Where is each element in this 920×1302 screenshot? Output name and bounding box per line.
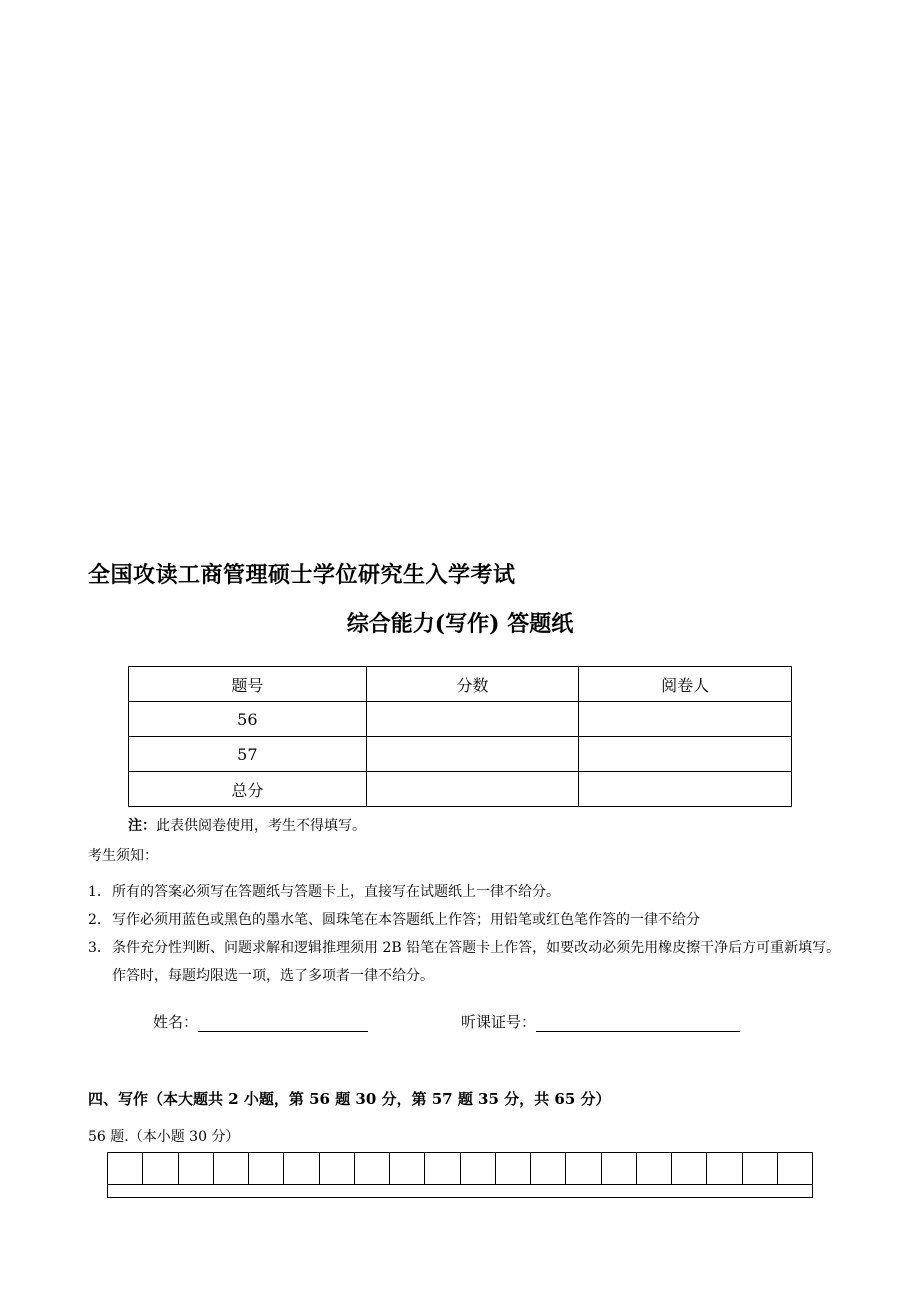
rule-text: 所有的答案必须写在答题纸与答题卡上，直接写在试题纸上一律不给分。	[112, 884, 560, 900]
writing-grid[interactable]	[107, 1152, 813, 1198]
instructions-heading: 考生须知：	[88, 848, 158, 864]
score-cell	[366, 702, 579, 737]
id-input-line[interactable]	[536, 1015, 740, 1032]
table-row	[129, 737, 792, 772]
question-number-cell: 57	[129, 737, 367, 772]
grid-cell[interactable]	[355, 1153, 390, 1184]
grid-row	[108, 1153, 812, 1184]
rule-text: 条件充分性判断、问题求解和逻辑推理须用 2B 铅笔在答题卡上作答，如要改动必须先用橡皮擦干净后方可重新填写。作答时，每题均限选一项，选了多项者一律不给分。	[112, 940, 841, 984]
instructions-list	[88, 878, 848, 990]
list-item	[88, 934, 848, 990]
grid-cell[interactable]	[531, 1153, 566, 1184]
rule-text: 写作必须用蓝色或黑色的墨水笔、圆珠笔在本答题纸上作答；用铅笔或红色笔作答的一律不给分	[112, 912, 700, 928]
name-input-line[interactable]	[198, 1015, 368, 1032]
question-56-label: 56 题.（本小题 30 分）	[88, 1129, 240, 1145]
grid-cell[interactable]	[778, 1153, 812, 1184]
grid-cell[interactable]	[602, 1153, 637, 1184]
note-text: 此表供阅卷使用，考生不得填写。	[156, 818, 366, 834]
rule-number: 1．	[88, 884, 111, 900]
rule-number: 3．	[88, 940, 111, 956]
grid-cell[interactable]	[743, 1153, 778, 1184]
answer-sheet-subtitle: 综合能力(写作) 答题纸	[346, 611, 574, 637]
name-label: 姓名：	[153, 1013, 199, 1031]
grid-cell[interactable]	[672, 1153, 707, 1184]
id-field	[461, 1011, 740, 1032]
list-item	[88, 906, 848, 934]
grid-cell[interactable]	[425, 1153, 460, 1184]
rule-number: 2．	[88, 912, 111, 928]
list-item	[88, 878, 848, 906]
table-note	[128, 815, 366, 835]
exam-title: 全国攻读工商管理硕士学位研究生入学考试	[88, 562, 516, 588]
grid-cell[interactable]	[249, 1153, 284, 1184]
name-field	[153, 1011, 368, 1032]
section-title: 四、写作（本大题共 2 小题，第 56 题 30 分，第 57 题 35 分，共 65 分）	[88, 1090, 611, 1108]
grid-cell[interactable]	[143, 1153, 178, 1184]
table-row	[129, 702, 792, 737]
grid-cell[interactable]	[108, 1153, 143, 1184]
question-number-cell: 56	[129, 702, 367, 737]
score-cell	[366, 737, 579, 772]
grader-cell	[579, 772, 792, 807]
grid-cell[interactable]	[284, 1153, 319, 1184]
grader-cell	[579, 702, 792, 737]
grader-cell	[579, 737, 792, 772]
id-label: 听课证号：	[461, 1013, 537, 1031]
header-grader: 阅卷人	[579, 667, 792, 702]
header-score: 分数	[366, 667, 579, 702]
grid-cell[interactable]	[637, 1153, 672, 1184]
score-table	[128, 666, 792, 807]
header-question-no: 题号	[129, 667, 367, 702]
question-number-cell: 总分	[129, 772, 367, 807]
score-cell	[366, 772, 579, 807]
score-table-header-row	[129, 667, 792, 702]
grid-cell[interactable]	[390, 1153, 425, 1184]
grid-cell[interactable]	[566, 1153, 601, 1184]
grid-cell[interactable]	[461, 1153, 496, 1184]
grid-cell[interactable]	[214, 1153, 249, 1184]
grid-cell[interactable]	[320, 1153, 355, 1184]
grid-cell[interactable]	[707, 1153, 742, 1184]
note-label: 注：	[128, 818, 156, 834]
grid-cell[interactable]	[179, 1153, 214, 1184]
table-row	[129, 772, 792, 807]
grid-cell[interactable]	[496, 1153, 531, 1184]
grid-row-gap	[108, 1184, 812, 1197]
